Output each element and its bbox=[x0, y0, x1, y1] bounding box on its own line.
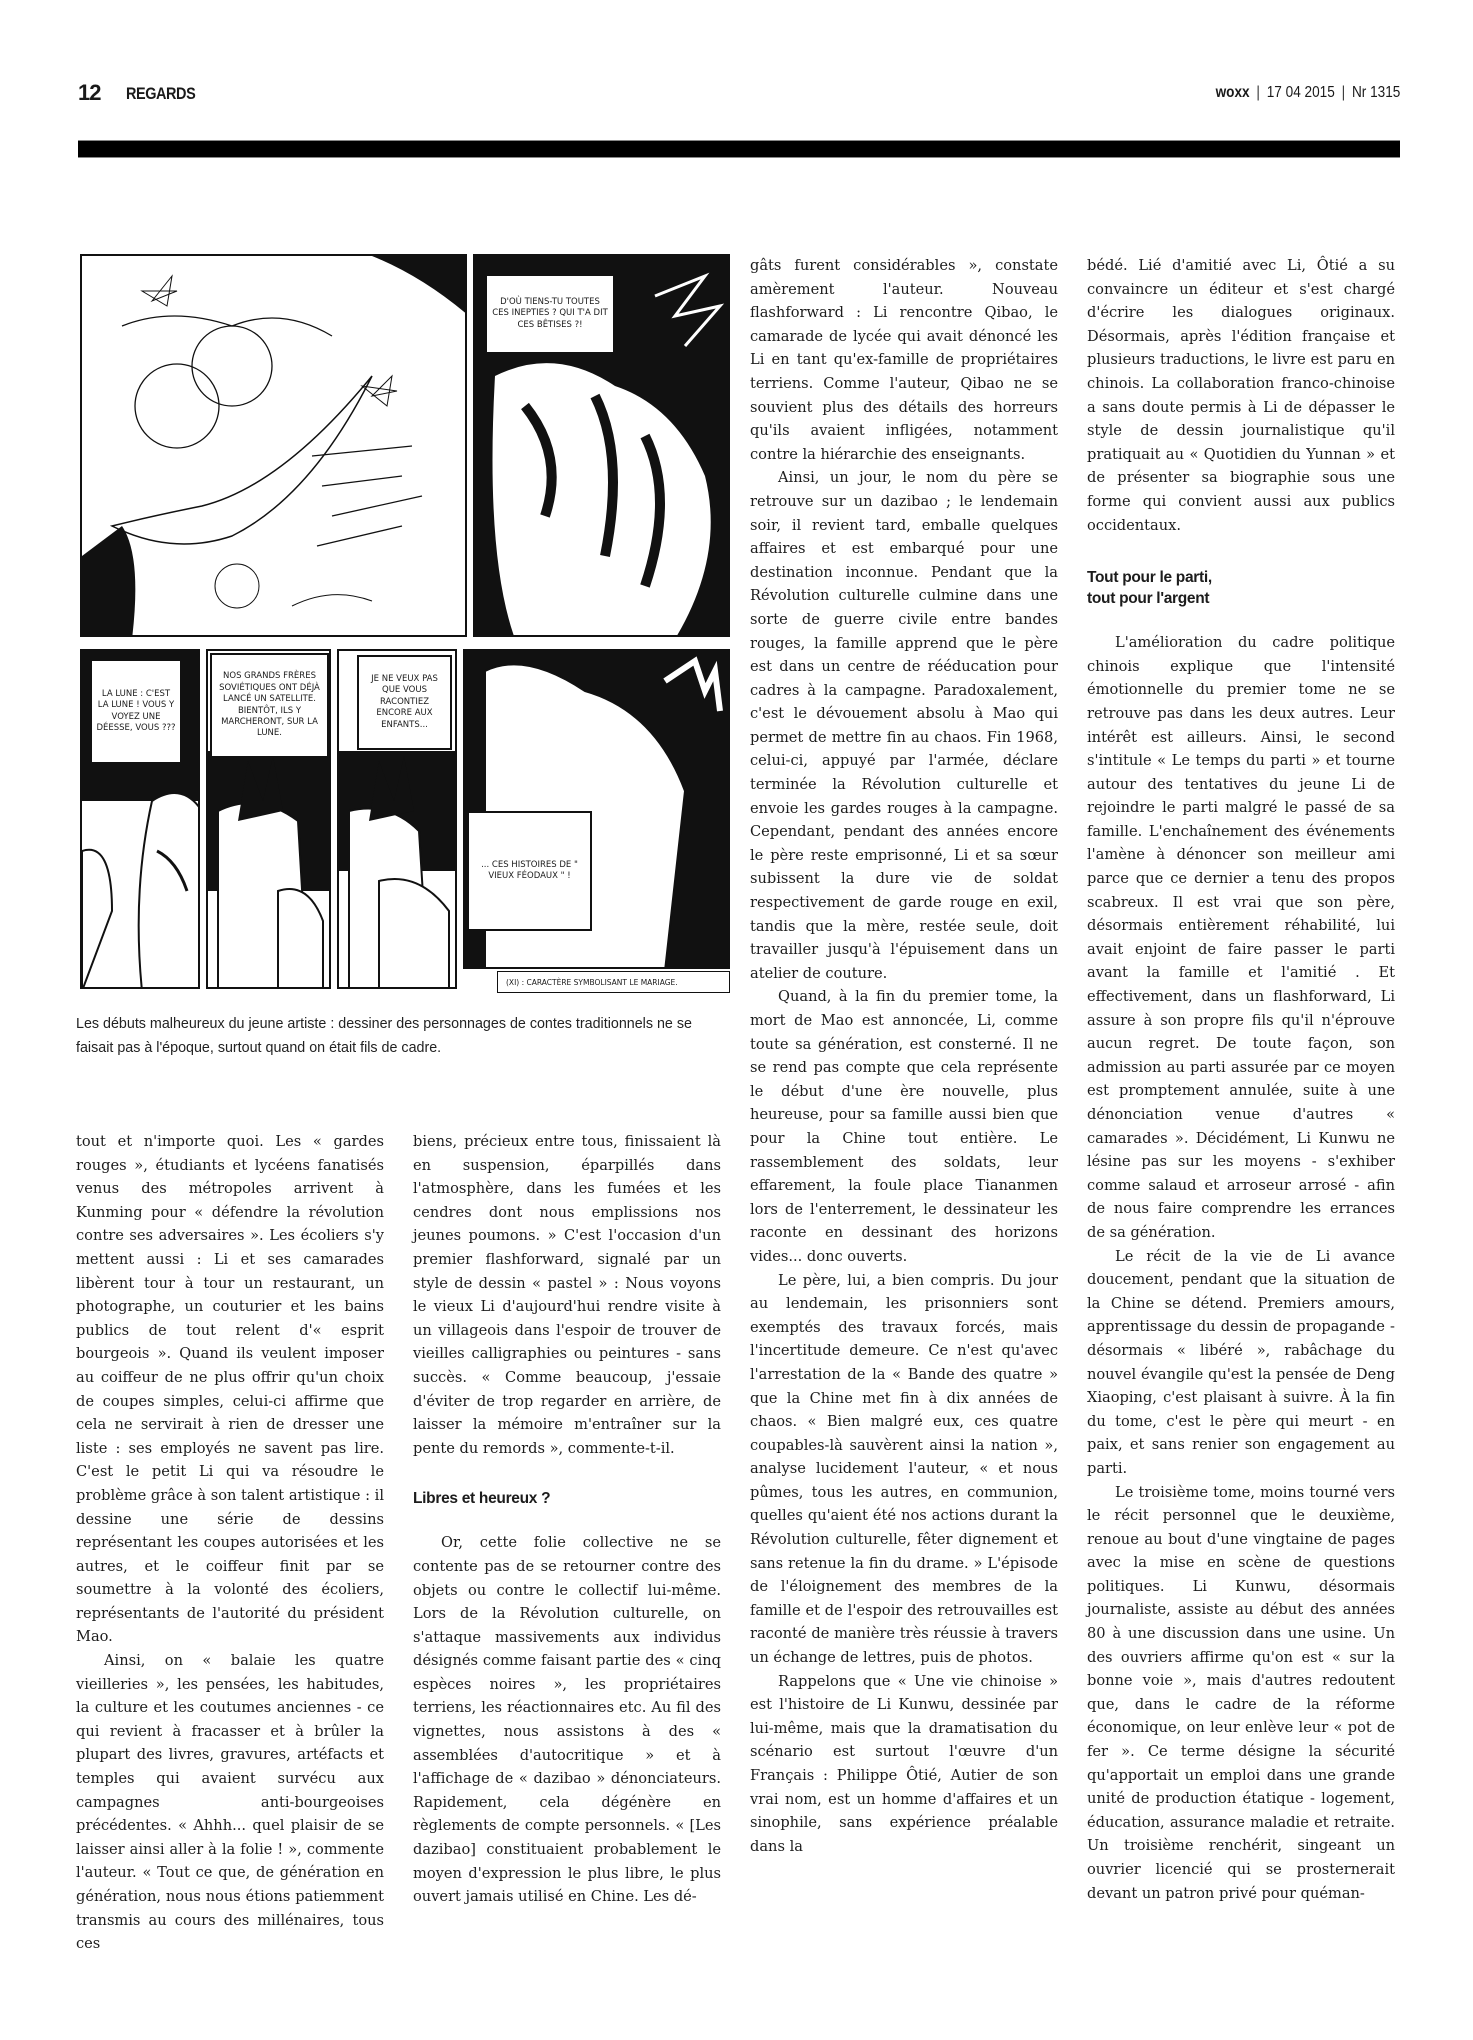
publication-brand: woxx bbox=[1215, 84, 1250, 101]
page-number: 12 bbox=[78, 80, 101, 105]
comic-panel-drawing bbox=[80, 254, 467, 637]
paragraph: gâts furent considérables », constate amèrement l'auteur. Nouveau flashforward : Li rencontre Qibao, le camarade de lycée qui avait dénoncé les Li en tant qu'ex-famille de propriétaires terriens. Comme l'auteur, Qibao ne se souvient plus des détails des horreurs qu'ils avaient infligées, notamment contre la hiérarchie des enseignants. bbox=[750, 257, 1058, 463]
image-caption: Les débuts malheureux du jeune artiste : dessiner des personnages de contes traditionnels ne se faisait pas à l'époque, surtout quand on était fils de cadre. bbox=[76, 1016, 692, 1056]
paragraph: Le récit de la vie de Li avance doucement, pendant que la situation de la Chine se détend. Premiers amours, apprentissage du dessin de propagande - désormais « libéré », rabâchage du nouvel évangile qu'est la pensée de Deng Xiaoping, c'est plaisant à suivre. À la fin du tome, c'est le père qui meurt - en paix, et sans renier son engagement au parti. bbox=[1087, 1247, 1395, 1477]
subheading: Libres et heureux ? bbox=[413, 1490, 551, 1508]
article-column-3 bbox=[750, 254, 1058, 1858]
subheading-line: Tout pour le parti, bbox=[1087, 569, 1212, 587]
paragraph: Le père, lui, a bien compris. Du jour au lendemain, les prisonniers sont exemptés des travaux forcés, mais l'incertitude demeure. Ce n'est qu'avec l'arrestation de la « Bande des quatre » que la Chine met fin à dix années de chaos. « Bien malgré eux, ces quatre coupables-là sauvèrent ainsi la nation », analyse lucidement l'auteur, « et nous pûmes, tous les autres, en communion, quelles qu'aient été nos actions durant la Révolution culturelle, fêter dignement et sans retenue la fin du drame. » L'épisode de l'éloignement des membres de la famille et de l'espoir des retrouvailles est raconté de manière très réussie à travers un échange de lettres, puis de photos. bbox=[750, 1271, 1058, 1667]
speech-bubble: ... CES HISTOIRES DE " VIEUX FÉODAUX " ! bbox=[467, 811, 592, 931]
subheading-line: tout pour l'argent bbox=[1087, 590, 1210, 608]
speech-bubble: LA LUNE : C'EST LA LUNE ! VOUS Y VOYEZ UNE DÉESSE, VOUS ??? bbox=[90, 659, 182, 764]
comic-panel-moon-scolding bbox=[80, 649, 200, 989]
article-column-2 bbox=[413, 1130, 721, 1909]
comic-panel-soviet-satellite bbox=[206, 649, 331, 989]
paragraph: tout et n'importe quoi. Les « gardes rouges », étudiants et lycéens fanatisés venus des métropoles arrivent à Kunming pour « défendre la révolution contre ses adversaires ». Les écoliers s'y mettent aussi : Li et ses camarades libèrent tour à tour un restaurant, un photographe, un couturier et les bains publics de tout relent d'« esprit bourgeois ». Quand ils veulent imposer au coiffeur de ne plus offrir qu'un choix de coupes simples, celui-ci affirme que cela ne servirait à rien de dresser une liste : ses employés ne savent pas lire. C'est le petit Li qui va résoudre le problème grâce à son talent artistique : il dessine une série de dessins représentant les coupes autorisées et les autres, et le coiffeur finit par se soumettre à la volonté des écoliers, représentants de l'autorité du président Mao. bbox=[76, 1133, 384, 1646]
speech-bubble: NOS GRANDS FRÈRES SOVIÉTIQUES ONT DÉJÀ LANCÉ UN SATELLITE. BIENTÔT, ILS Y MARCHERONT, SUR LA LUNE. bbox=[210, 653, 329, 758]
comic-panel-feudal bbox=[463, 649, 730, 969]
article-column-4 bbox=[1087, 254, 1395, 1905]
issue-number: Nr 1315 bbox=[1351, 84, 1400, 101]
comic-panel-stories bbox=[337, 649, 457, 989]
paragraph: Ainsi, un jour, le nom du père se retrouve sur un dazibao ; le lendemain soir, il revient tard, emballe quelques affaires et est embarqué pour une destination inconnue. Pendant que la Révolution culturelle culmine dans une sorte de guerre civile entre bandes rouges, la famille apprend que le père est dans un centre de rééducation pour cadres à la campagne. Paradoxalement, c'est le dévouement absolu à Mao qui permet de mettre fin au chaos. Fin 1968, celui-ci, appuyé par l'armée, déclare terminée la Révolution culturelle et envoie les gardes rouges à la campagne. Cependant, pendant des années encore le père reste emprisonné, Li et sa sœur subissent la dure vie de soldat respectivement de garde rouge en exil, tandis que la mère, restée seule, doit travailler jusqu'à l'épuisement dans un atelier de couture. bbox=[750, 469, 1058, 982]
comic-footnote: (XI) : CARACTÈRE SYMBOLISANT LE MARIAGE. bbox=[497, 971, 730, 993]
section-title: REGARDS bbox=[126, 84, 196, 103]
speech-bubble: D'OÙ TIENS-TU TOUTES CES INEPTIES ? QUI T'A DIT CES BÊTISES ?! bbox=[485, 274, 615, 354]
issue-meta bbox=[1215, 84, 1400, 102]
moon-drawing-illustration bbox=[82, 256, 467, 637]
separator: | bbox=[1256, 84, 1260, 101]
article-column-1 bbox=[76, 1130, 384, 1956]
header-rule bbox=[78, 140, 1400, 158]
comic-strip-image bbox=[80, 254, 730, 999]
page-header bbox=[78, 80, 1400, 110]
paragraph: biens, précieux entre tous, finissaient là en suspension, éparpillés dans l'atmosphère, dans les fumées et les cendres dont nous emplissions nos jeunes poumons. » C'est l'occasion d'un premier flashforward, signalé par un style de dessin « pastel » : Nous voyons le vieux Li d'aujourd'hui rendre visite à un villageois dans l'espoir de trouver de vieilles calligraphies ou peintures - sans succès. « Comme beaucoup, j'essaie d'éviter de trop regarder en arrière, de laisser la mémoire m'entraîner sur la pente du remords », commente-t-il. bbox=[413, 1133, 721, 1457]
separator: | bbox=[1341, 84, 1345, 101]
speech-bubble: JE NE VEUX PAS QUE VOUS RACONTIEZ ENCORE AUX ENFANTS... bbox=[357, 655, 452, 750]
paragraph: Rappelons que « Une vie chinoise » est l'histoire de Li Kunwu, dessinée par lui-même, mais que la dramatisation du scénario est surtout l'œuvre d'un Français : Philippe Ôtié, Autier de son vrai nom, est un homme d'affaires et un sinophile, sans expérience préalable dans la bbox=[750, 1672, 1058, 1855]
paragraph: L'amélioration du cadre politique chinois explique que l'intensité émotionnelle du premier tome ne se retrouve pas dans les deux autres. Leur intérêt est ailleurs. Ainsi, le second s'intitule « Le temps du parti » et tourne autour des tentatives du jeune Li de rejoindre le parti malgré le passé de sa famille. L'enchaînement des événements l'amène à dénoncer son meilleur ami parce que ce dernier a tenu des propos scabreux. Il est vrai que son père, désormais entièrement réhabilité, lui avait enjoint de faire passer le parti avant la famille et l'amitié . Et effectivement, dans un flashforward, Li assure à son propre fils qu'il n'éprouve aucun regret. De toute façon, son admission au parti assurée par ce moyen est promptement annulée, suite à une dénonciation venue d'autres « camarades ». Décidément, Li Kunwu ne lésine pas sur les moyens - s'exhiber comme salaud et arroseur arrosé - afin de nous faire comprendre les errances de sa génération. bbox=[1087, 634, 1395, 1241]
comic-panel-angry-father bbox=[473, 254, 730, 637]
paragraph: bédé. Lié d'amitié avec Li, Ôtié a su convaincre un éditeur et s'est chargé d'écrire les dialogues originaux. Désormais, après l'édition française et plusieurs traductions, le livre est paru en chinois. La collaboration franco-chinoise a sans doute permis à Li de dépasser le style de dessin journalistique qu'il pratiquait au « Quotidien du Yunnan » et de présenter sa biographie sous une forme qui convient aussi aux publics occidentaux. bbox=[1087, 257, 1395, 534]
subheading bbox=[1087, 567, 1395, 609]
paragraph: Ainsi, on « balaie les quatre vieilleries », les pensées, les habitudes, la culture et les coutumes anciennes - ce qui revient à fracasser et à brûler la plupart des livres, gravures, artéfacts et temples qui avaient survécu aux campagnes anti-bourgeoises précédentes. « Ahhh... quel plaisir de se laisser ainsi aller à la folie ! », commente l'auteur. « Tout ce que, de génération en génération, nous nous étions patiemment transmis au cours des millénaires, tous ces bbox=[76, 1652, 384, 1953]
paragraph: Le troisième tome, moins tourné vers le récit personnel que le deuxième, renoue au bout d'une vingtaine de pages avec la mise en scène de questions politiques. Li Kunwu, désormais journaliste, assiste au début des années 80 à une discussion dans une usine. Un des ouvriers affirme qu'on est « sur la bonne voie », mais d'autres redoutent que, dans le cadre de la réforme économique, on leur enlève leur « pot de fer ». Ce terme désigne la sécurité qu'apportait un emploi dans une grande unité de production étatique - logement, éducation, assurance maladie et retraite. Un troisième renchérit, singeant un ouvrier licencié qui se prosternerait devant un patron privé pour quéman- bbox=[1087, 1483, 1395, 1902]
issue-date: 17 04 2015 bbox=[1266, 84, 1335, 101]
paragraph: Quand, à la fin du premier tome, la mort de Mao est annoncée, Li, comme toute sa génération, est consterné. Il ne se rend pas compte que cela représente le début d'une ère nouvelle, plus heureuse, pour sa famille aussi bien que pour la Chine tout entière. Le rassemblement des soldats, leur effarement, la foule place Tiananmen lors de l'enterrement, le dessinateur les raconte en dessinant des horizons vides... donc ouverts. bbox=[750, 988, 1058, 1265]
paragraph: Or, cette folie collective ne se contente pas de se retourner contre des objets ou contre le collectif lui-même. Lors de la Révolution culturelle, on s'attaque massivements aux individus désignés comme faisant partie des « cinq espèces noires », les propriétaires terriens, les réactionnaires etc. Au fil des vignettes, nous assistons à des « assemblées d'autocritique » et à l'affichage de « dazibao » dénonciateurs. Rapidement, cela dégénère en règlements de compte personnels. « [Les dazibao] constituaient probablement le moyen d'expression le plus libre, le plus ouvert jamais utilisé en Chine. Les dé- bbox=[413, 1534, 721, 1906]
